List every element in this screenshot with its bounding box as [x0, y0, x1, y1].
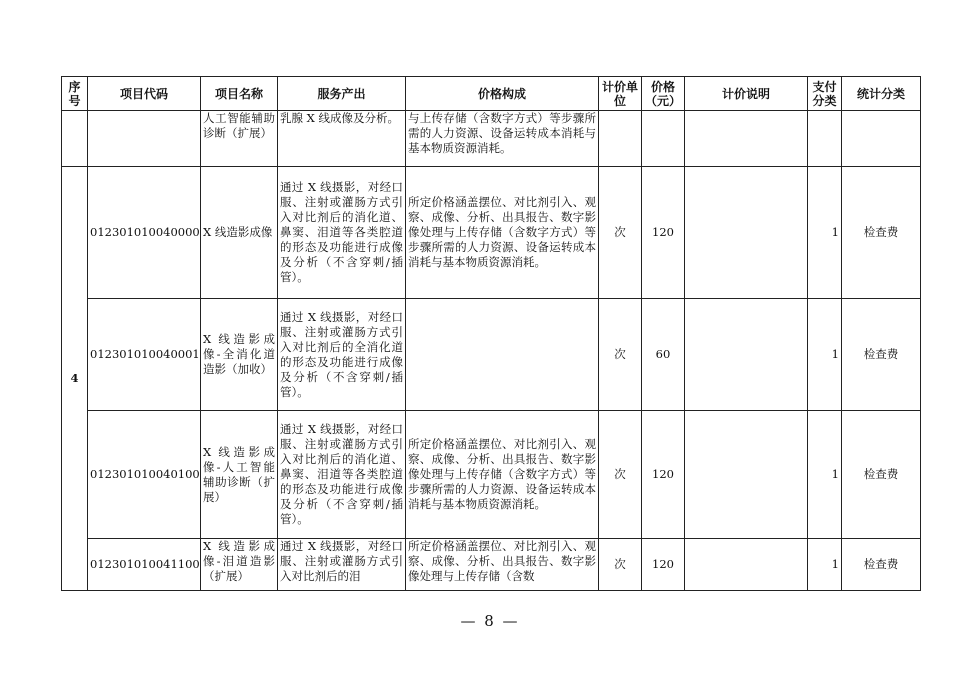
name-cell: X 线造影成像 [201, 167, 278, 299]
table-row [62, 167, 921, 299]
code-cell: 012301010041100 [88, 539, 201, 591]
table-row [62, 111, 921, 167]
unit-cell: 次 [599, 299, 642, 411]
price-cell: 120 [642, 539, 685, 591]
service-cell: 通过 X 线摄影，对经口服、注射或灌肠方式引入对比剂后的消化道、鼻窦、泪道等各类腔道的形态及功能进行成像及分析（不含穿刺/插管）。 [278, 167, 406, 299]
note-cell [685, 539, 808, 591]
header-pricing-note: 计价说明 [685, 77, 808, 111]
name-cell: X 线造影成像-人工智能辅助诊断（扩展） [201, 411, 278, 539]
note-cell [685, 299, 808, 411]
header-price: 价格（元） [642, 77, 685, 111]
unit-cell: 次 [599, 167, 642, 299]
table-row [62, 539, 921, 591]
seq-cell [62, 111, 88, 167]
pay-cell: 1 [808, 299, 842, 411]
service-cell: 通过 X 线摄影，对经口服、注射或灌肠方式引入对比剂后的消化道、鼻窦、泪道等各类腔道的形态及功能进行成像及分析（不含穿刺/插管）。 [278, 411, 406, 539]
code-cell [88, 111, 201, 167]
stat-cell: 检查费 [842, 539, 921, 591]
pay-cell: 1 [808, 167, 842, 299]
unit-cell: 次 [599, 411, 642, 539]
name-cell: X 线造影成像-全消化道造影（加收） [201, 299, 278, 411]
header-seq: 序号 [62, 77, 88, 111]
header-unit: 计价单位 [599, 77, 642, 111]
header-name: 项目名称 [201, 77, 278, 111]
header-stat-class: 统计分类 [842, 77, 921, 111]
note-cell [685, 111, 808, 167]
table-header-row [62, 77, 921, 111]
page-number: — 8 — [460, 612, 520, 630]
stat-cell: 检查费 [842, 411, 921, 539]
price-composition-cell: 所定价格涵盖摆位、对比剂引入、观察、成像、分析、出具报告、数字影像处理与上传存储（含数字方式）等步骤所需的人力资源、设备运转成本消耗与基本物质资源消耗。 [406, 411, 599, 539]
unit-cell: 次 [599, 539, 642, 591]
note-cell [685, 167, 808, 299]
price-cell: 120 [642, 411, 685, 539]
price-composition-cell: 与上传存储（含数字方式）等步骤所需的人力资源、设备运转成本消耗与基本物质资源消耗。 [406, 111, 599, 167]
header-payment-class: 支付分类 [808, 77, 842, 111]
unit-cell [599, 111, 642, 167]
name-cell: X 线造影成像-泪道造影（扩展） [201, 539, 278, 591]
stat-cell [842, 111, 921, 167]
code-cell: 012301010040000 [88, 167, 201, 299]
pay-cell [808, 111, 842, 167]
price-composition-cell: 所定价格涵盖摆位、对比剂引入、观察、成像、分析、出具报告、数字影像处理与上传存储（含数字方式）等步骤所需的人力资源、设备运转成本消耗与基本物质资源消耗。 [406, 167, 599, 299]
price-cell: 120 [642, 167, 685, 299]
pay-cell: 1 [808, 539, 842, 591]
note-cell [685, 411, 808, 539]
stat-cell: 检查费 [842, 299, 921, 411]
stat-cell: 检查费 [842, 167, 921, 299]
price-table [61, 76, 921, 591]
group-seq-cell: 4 [62, 167, 88, 591]
header-service: 服务产出 [278, 77, 406, 111]
service-cell: 乳腺 X 线成像及分析。 [278, 111, 406, 167]
price-composition-cell [406, 299, 599, 411]
service-cell: 通过 X 线摄影，对经口服、注射或灌肠方式引入对比剂后的全消化道的形态及功能进行成像及分析（不含穿刺/插管）。 [278, 299, 406, 411]
header-code: 项目代码 [88, 77, 201, 111]
code-cell: 012301010040001 [88, 299, 201, 411]
table-row [62, 299, 921, 411]
price-cell: 60 [642, 299, 685, 411]
price-cell [642, 111, 685, 167]
price-composition-cell: 所定价格涵盖摆位、对比剂引入、观察、成像、分析、出具报告、数字影像处理与上传存储（含数 [406, 539, 599, 591]
table-row [62, 411, 921, 539]
name-cell: 人工智能辅助诊断（扩展） [201, 111, 278, 167]
code-cell: 012301010040100 [88, 411, 201, 539]
pay-cell: 1 [808, 411, 842, 539]
header-price-composition: 价格构成 [406, 77, 599, 111]
service-cell: 通过 X 线摄影，对经口服、注射或灌肠方式引入对比剂后的泪 [278, 539, 406, 591]
